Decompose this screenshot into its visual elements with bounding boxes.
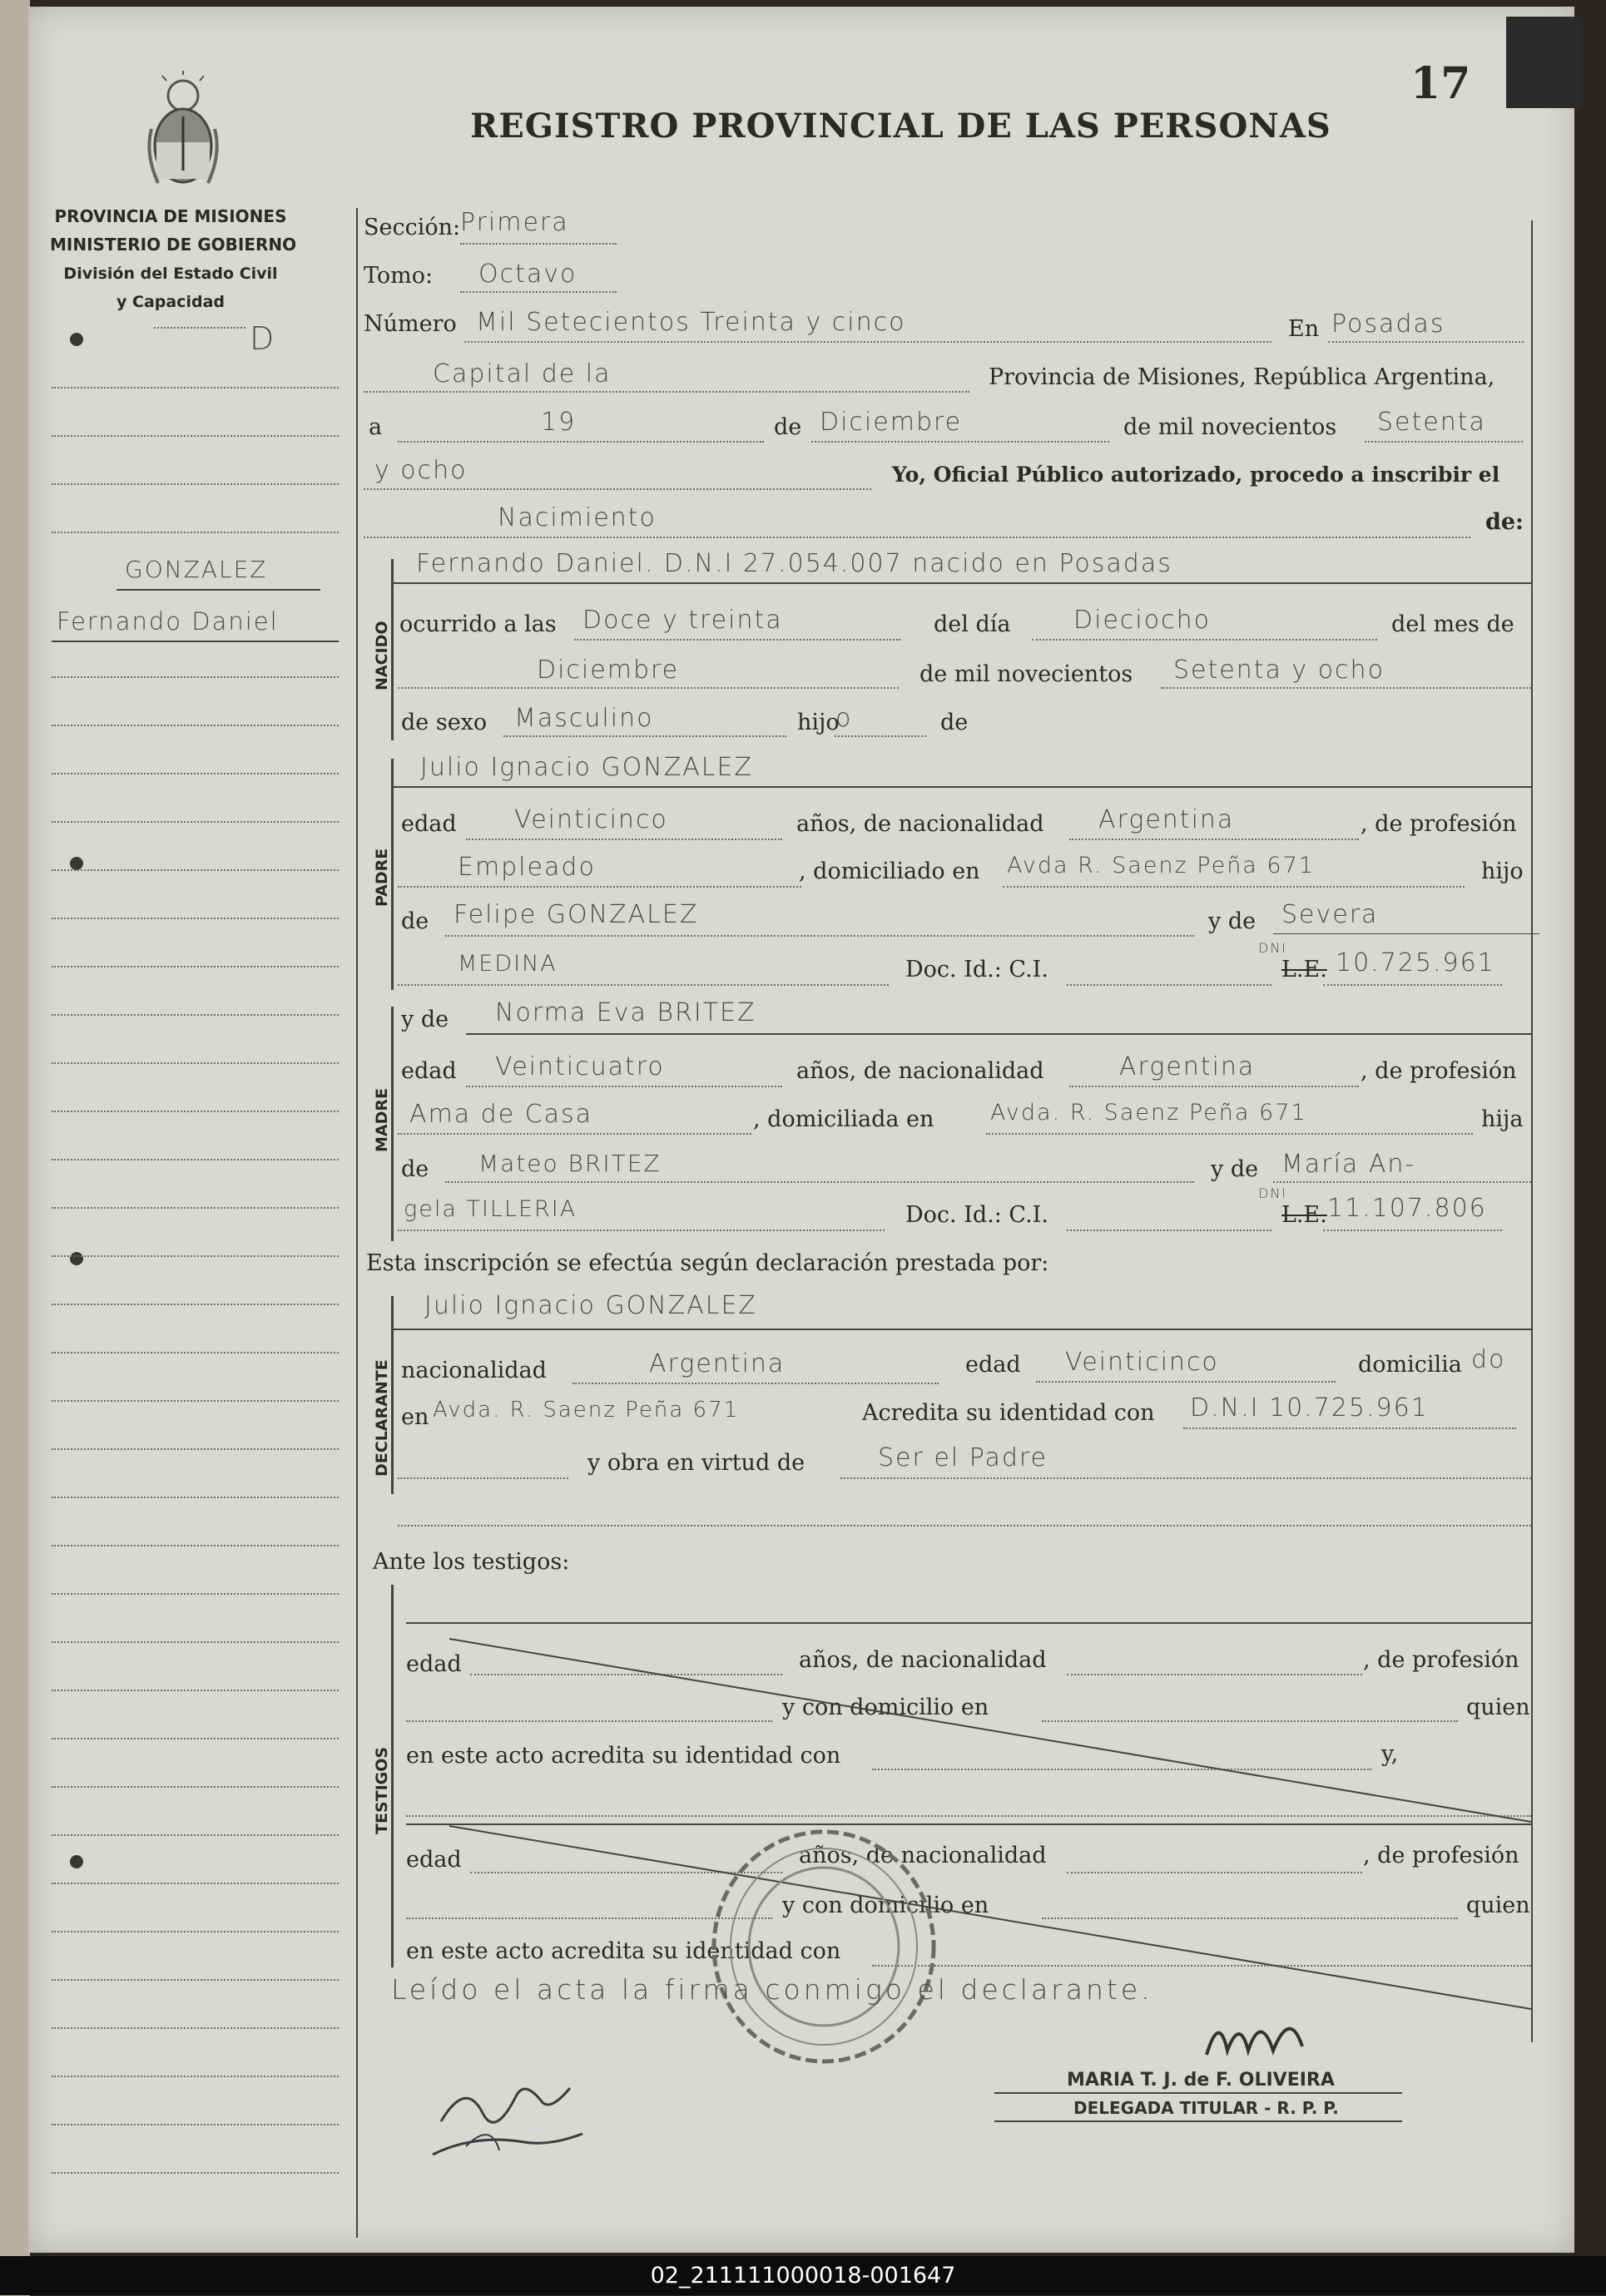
testigo2-nac-label: años, de nacionalidad (799, 1843, 1047, 1868)
a-label: a (369, 414, 383, 440)
declarante-bracket (391, 1296, 394, 1494)
year-value-2: y ocho (374, 456, 468, 485)
dia-value: Dieciocho (1073, 606, 1211, 635)
page-number: 17 (1410, 58, 1471, 109)
padre-mother-of-1: Severa (1281, 900, 1379, 929)
testigo2-quien-label: quien (1466, 1893, 1530, 1918)
testigo1-acredita-label: en este acto acredita su identidad con (406, 1743, 841, 1769)
madre-name: Norma Eva BRITEZ (495, 998, 756, 1027)
tomo-label: Tomo: (364, 263, 434, 289)
city-value: Capital de la (433, 359, 612, 388)
madre-side-label: MADRE (373, 1088, 391, 1152)
madre-yde-label: y de (401, 1007, 449, 1032)
testigo1-y-label: y, (1381, 1741, 1399, 1767)
madre-father-of: Mateo BRITEZ (478, 1150, 662, 1177)
seccion-value: Primera (460, 208, 569, 237)
padre-prof-value: Empleado (458, 853, 596, 882)
org-line-ministry: MINISTERIO DE GOBIERNO (50, 235, 297, 255)
madre-de-label: de (401, 1156, 429, 1182)
declarant-signature (416, 2063, 599, 2166)
page-title: REGISTRO PROVINCIAL DE LAS PERSONAS (470, 106, 1331, 146)
ocurrido-label: ocurrido a las (399, 611, 557, 637)
org-line-division: División del Estado Civil (63, 265, 278, 283)
org-line-capacity: y Capacidad (116, 293, 225, 311)
binding-hole (70, 1252, 83, 1265)
padre-edad-label: edad (401, 811, 457, 837)
sexo-label: de sexo (401, 710, 488, 735)
madre-edad-label: edad (401, 1058, 457, 1084)
padre-nac-value: Argentina (1098, 805, 1235, 834)
padre-de-label: de (401, 908, 429, 934)
binding-hole (70, 333, 83, 346)
padre-dom-value: Avda R. Saenz Peña 671 (1007, 853, 1315, 878)
madre-bracket (391, 1007, 394, 1241)
padre-edad-value: Veinticinco (514, 805, 668, 834)
nacido-bracket (391, 559, 394, 740)
province-text: Provincia de Misiones, República Argentina, (989, 364, 1495, 390)
mes-value: Diciembre (537, 656, 680, 685)
testigos-side-label: TESTIGOS (373, 1746, 391, 1834)
seccion-label: Sección: (364, 215, 461, 240)
madre-prof-value: Ama de Casa (409, 1100, 593, 1129)
org-line-province: PROVINCIA DE MISIONES (54, 206, 287, 226)
testigo1-prof-label: , de profesión (1363, 1647, 1519, 1673)
official-name: MARIA T. J. de F. OLIVEIRA (1067, 2070, 1335, 2091)
binding-spine (0, 0, 30, 2296)
declarante-acredita-value: D.N.I 10.725.961 (1190, 1393, 1429, 1423)
margin-surname: GONZALEZ (125, 556, 268, 583)
page-corner-shadow (1506, 17, 1581, 108)
madre-mother-of-2: gela TILLERIA (404, 1196, 577, 1222)
madre-hija-label: hija (1481, 1106, 1524, 1132)
hora-value: Doce y treinta (582, 606, 783, 635)
declarante-edad-label: edad (965, 1352, 1021, 1378)
tomo-value: Octavo (478, 260, 577, 289)
testigos-intro: Ante los testigos: (373, 1549, 570, 1575)
numero-label: Número (364, 311, 457, 337)
padre-hijo-label: hijo (1481, 859, 1524, 884)
madre-nac-label: años, de nacionalidad (796, 1058, 1044, 1084)
declarante-dom-suffix: do (1471, 1345, 1506, 1374)
testigo1-quien-label: quien (1466, 1695, 1530, 1720)
official-signature (1198, 2005, 1323, 2075)
madre-dom-value: Avda. R. Saenz Peña 671 (990, 1100, 1307, 1126)
padre-father-of: Felipe GONZALEZ (454, 900, 699, 929)
file-id-bar: 02_211111000018-001647 (0, 2256, 1606, 2295)
officer-text: Yo, Oficial Público autorizado, procedo a inscribir el (892, 463, 1500, 487)
testigo1-nac-label: años, de nacionalidad (799, 1647, 1047, 1673)
madre-le-label: L.E. (1281, 1202, 1327, 1228)
registry-seal (707, 1826, 940, 2067)
nacido-side-label: NACIDO (373, 621, 391, 690)
declarante-dom-label: domicilia (1358, 1352, 1462, 1378)
closing-statement: Leído el acta la firma conmigo el declarante. (391, 1973, 1153, 2006)
hijo-de-label: de (940, 710, 969, 735)
declarante-nac-value: Argentina (649, 1349, 786, 1378)
declarante-en-label: en (401, 1404, 429, 1430)
declarante-dom-value: Avda. R. Saenz Peña 671 (433, 1398, 740, 1423)
madre-doc-value: 11.107.806 (1327, 1194, 1487, 1223)
padre-mother-of-2: MEDINA (458, 951, 558, 977)
anio-value: Setenta y ocho (1173, 656, 1385, 685)
cancellation-lines (399, 1622, 1548, 2013)
del-mes-label: del mes de (1391, 611, 1514, 637)
padre-bracket (391, 759, 394, 990)
declarante-obra-label: y obra en virtud de (587, 1450, 805, 1476)
en-value: Posadas (1331, 309, 1445, 339)
testigo2-edad-label: edad (406, 1847, 462, 1873)
padre-dom-label: , domiciliado en (799, 859, 980, 884)
hijo-suffix: o (835, 704, 853, 733)
madre-edad-value: Veinticuatro (495, 1052, 665, 1081)
madre-yde-label: y de (1211, 1156, 1259, 1182)
padre-le-label: L.E. (1281, 957, 1327, 982)
padre-doc-label: Doc. Id.: C.I. (905, 957, 1048, 982)
declarante-side-label: DECLARANTE (373, 1359, 391, 1477)
madre-prof-label: , de profesión (1361, 1058, 1517, 1084)
madre-doc-label: Doc. Id.: C.I. (905, 1202, 1048, 1228)
padre-side-label: PADRE (373, 848, 391, 907)
de-colon: de: (1485, 509, 1524, 535)
declarante-name: Julio Ignacio GONZALEZ (424, 1291, 757, 1320)
declarante-edad-value: Veinticinco (1065, 1348, 1219, 1377)
declaracion-intro: Esta inscripción se efectúa según declaración prestada por: (366, 1250, 1049, 1276)
testigo1-dom-label: y con domicilio en (782, 1695, 989, 1720)
en-label: En (1288, 316, 1320, 342)
nacido-name-line: Fernando Daniel. D.N.I 27.054.007 nacido en Posadas (416, 549, 1172, 578)
testigo1-edad-label: edad (406, 1651, 462, 1677)
hijo-label: hijo (797, 710, 840, 735)
official-title: DELEGADA TITULAR - R. P. P. (1073, 2098, 1339, 2118)
binding-hole (70, 857, 83, 870)
del-dia-label: del día (934, 611, 1011, 637)
testigo2-prof-label: , de profesión (1363, 1843, 1519, 1868)
madre-nac-value: Argentina (1119, 1052, 1256, 1081)
anio-label: de mil novecientos (919, 661, 1133, 687)
day-value: 19 (541, 408, 577, 437)
testigos-bracket (391, 1585, 394, 1967)
numero-value: Mil Setecientos Treinta y cinco (476, 308, 906, 337)
madre-mother-of-1: María An- (1281, 1150, 1416, 1179)
declarante-obra-value: Ser el Padre (878, 1443, 1048, 1472)
act-type: Nacimiento (498, 503, 657, 532)
madre-dom-label: , domiciliada en (753, 1106, 934, 1132)
margin-given-names: Fernando Daniel (57, 607, 279, 636)
testigo2-acredita-label: en este acto acredita su identidad con (406, 1938, 841, 1964)
padre-prof-label: , de profesión (1361, 811, 1517, 837)
declarante-nac-label: nacionalidad (401, 1358, 547, 1383)
padre-doc-value: 10.725.961 (1336, 948, 1495, 977)
padre-le-note: DNI (1258, 940, 1288, 956)
sexo-value: Masculino (514, 704, 654, 733)
office-mark: D (250, 320, 276, 357)
month-value: Diciembre (820, 408, 963, 437)
madre-le-note: DNI (1258, 1185, 1288, 1201)
testigo2-dom-label: y con domicilio en (782, 1893, 989, 1918)
padre-name: Julio Ignacio GONZALEZ (420, 753, 753, 782)
binding-hole (70, 1855, 83, 1868)
year-value-1: Setenta (1377, 408, 1486, 437)
declarante-acredita-label: Acredita su identidad con (862, 1400, 1155, 1426)
form-left-border (356, 208, 358, 2238)
de-label: de (774, 414, 802, 440)
padre-nac-label: años, de nacionalidad (796, 811, 1044, 837)
coat-of-arms-icon (141, 71, 225, 195)
year-prefix: de mil novecientos (1123, 414, 1337, 440)
padre-yde-label: y de (1208, 908, 1257, 934)
